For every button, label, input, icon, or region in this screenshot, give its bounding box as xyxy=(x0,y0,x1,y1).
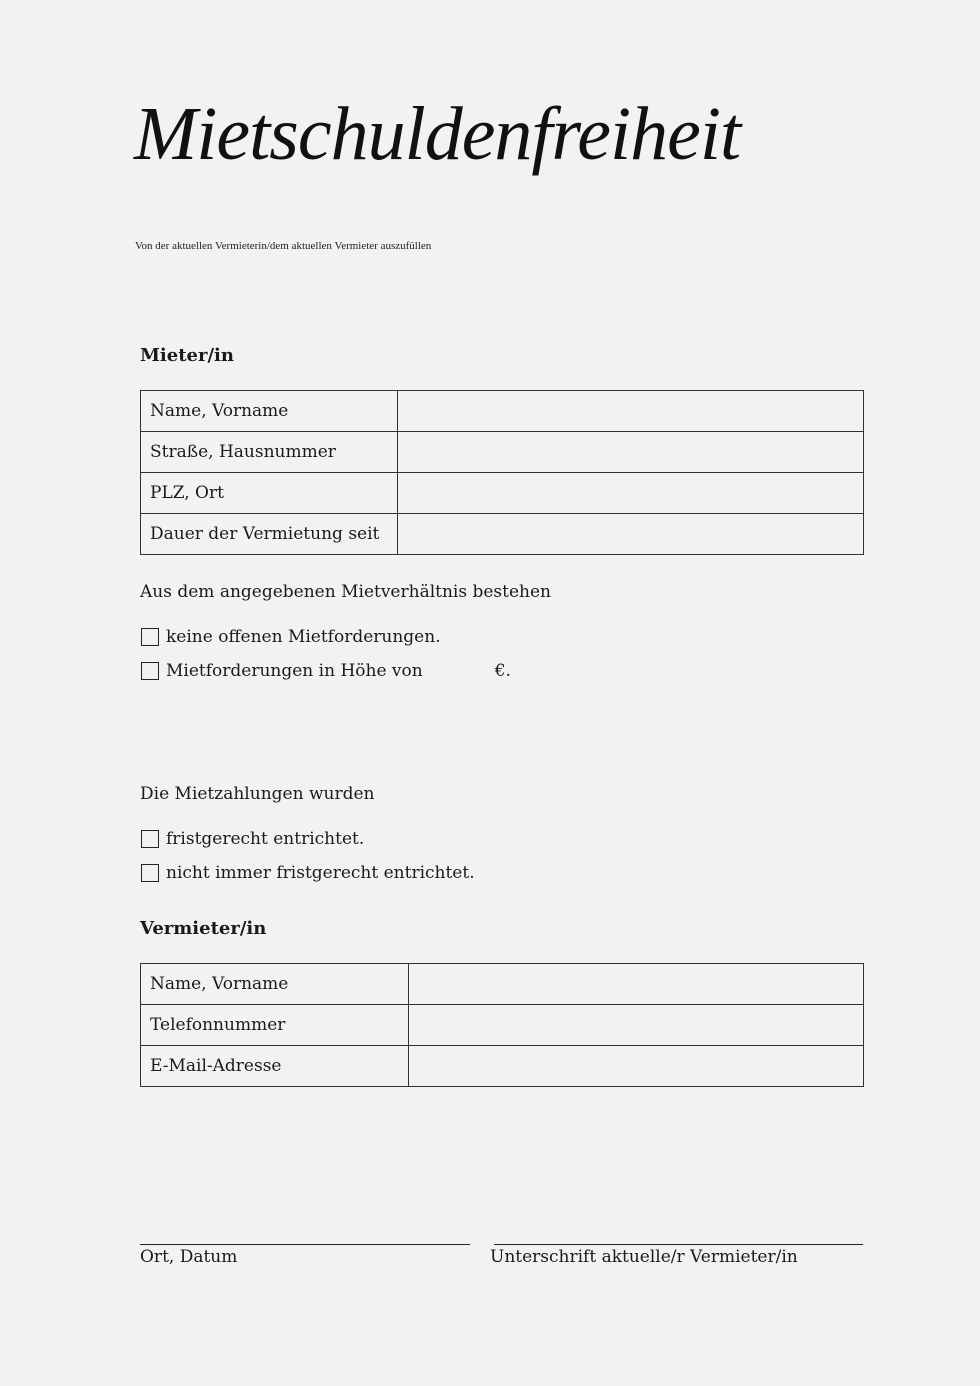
landlord-phone-field[interactable] xyxy=(409,1005,864,1046)
debts-intro: Aus dem angegebenen Mietverhältnis bestehen xyxy=(140,582,552,602)
landlord-phone-label: Telefonnummer xyxy=(141,1005,409,1046)
option-not-always-on-time xyxy=(141,863,475,883)
landlord-table xyxy=(140,963,864,1087)
paid-on-time-label: fristgerecht entrichtet. xyxy=(166,829,365,849)
landlord-section-heading: Vermieter/in xyxy=(140,918,267,939)
not-always-on-time-checkbox[interactable] xyxy=(141,864,159,882)
payments-intro: Die Mietzahlungen wurden xyxy=(140,784,375,804)
table-row xyxy=(141,514,864,555)
document-subtitle: Von der aktuellen Vermieterin/dem aktuellen Vermieter auszufüllen xyxy=(135,240,432,252)
tenancy-duration-field[interactable] xyxy=(398,514,864,555)
tenant-street-label: Straße, Hausnummer xyxy=(141,432,398,473)
landlord-name-label: Name, Vorname xyxy=(141,964,409,1005)
table-row xyxy=(141,432,864,473)
option-paid-on-time xyxy=(141,829,364,849)
debt-amount-checkbox[interactable] xyxy=(141,662,159,680)
tenant-name-field[interactable] xyxy=(398,391,864,432)
landlord-name-field[interactable] xyxy=(409,964,864,1005)
tenant-name-label: Name, Vorname xyxy=(141,391,398,432)
table-row xyxy=(141,391,864,432)
table-row xyxy=(141,1046,864,1087)
tenant-table xyxy=(140,390,864,555)
no-debts-label: keine offenen Mietforderungen. xyxy=(166,627,441,647)
place-date-line[interactable] xyxy=(140,1244,470,1245)
debt-amount-label: Mietforderungen in Höhe von xyxy=(166,661,423,681)
signature-line[interactable] xyxy=(494,1244,863,1245)
place-date-label: Ort, Datum xyxy=(140,1247,238,1267)
table-row xyxy=(141,964,864,1005)
paid-on-time-checkbox[interactable] xyxy=(141,830,159,848)
not-always-on-time-label: nicht immer fristgerecht entrichtet. xyxy=(166,863,475,883)
no-debts-checkbox[interactable] xyxy=(141,628,159,646)
option-debt-amount xyxy=(141,661,511,681)
landlord-email-field[interactable] xyxy=(409,1046,864,1087)
signature-label: Unterschrift aktuelle/r Vermieter/in xyxy=(490,1247,798,1267)
option-no-debts xyxy=(141,627,441,647)
tenant-section-heading: Mieter/in xyxy=(140,345,234,366)
document-title: Mietschuldenfreiheit xyxy=(134,92,741,176)
table-row xyxy=(141,1005,864,1046)
tenant-street-field[interactable] xyxy=(398,432,864,473)
tenant-zip-city-label: PLZ, Ort xyxy=(141,473,398,514)
tenant-zip-city-field[interactable] xyxy=(398,473,864,514)
tenancy-duration-label: Dauer der Vermietung seit xyxy=(141,514,398,555)
currency-label: €. xyxy=(494,661,511,681)
landlord-email-label: E-Mail-Adresse xyxy=(141,1046,409,1087)
table-row xyxy=(141,473,864,514)
